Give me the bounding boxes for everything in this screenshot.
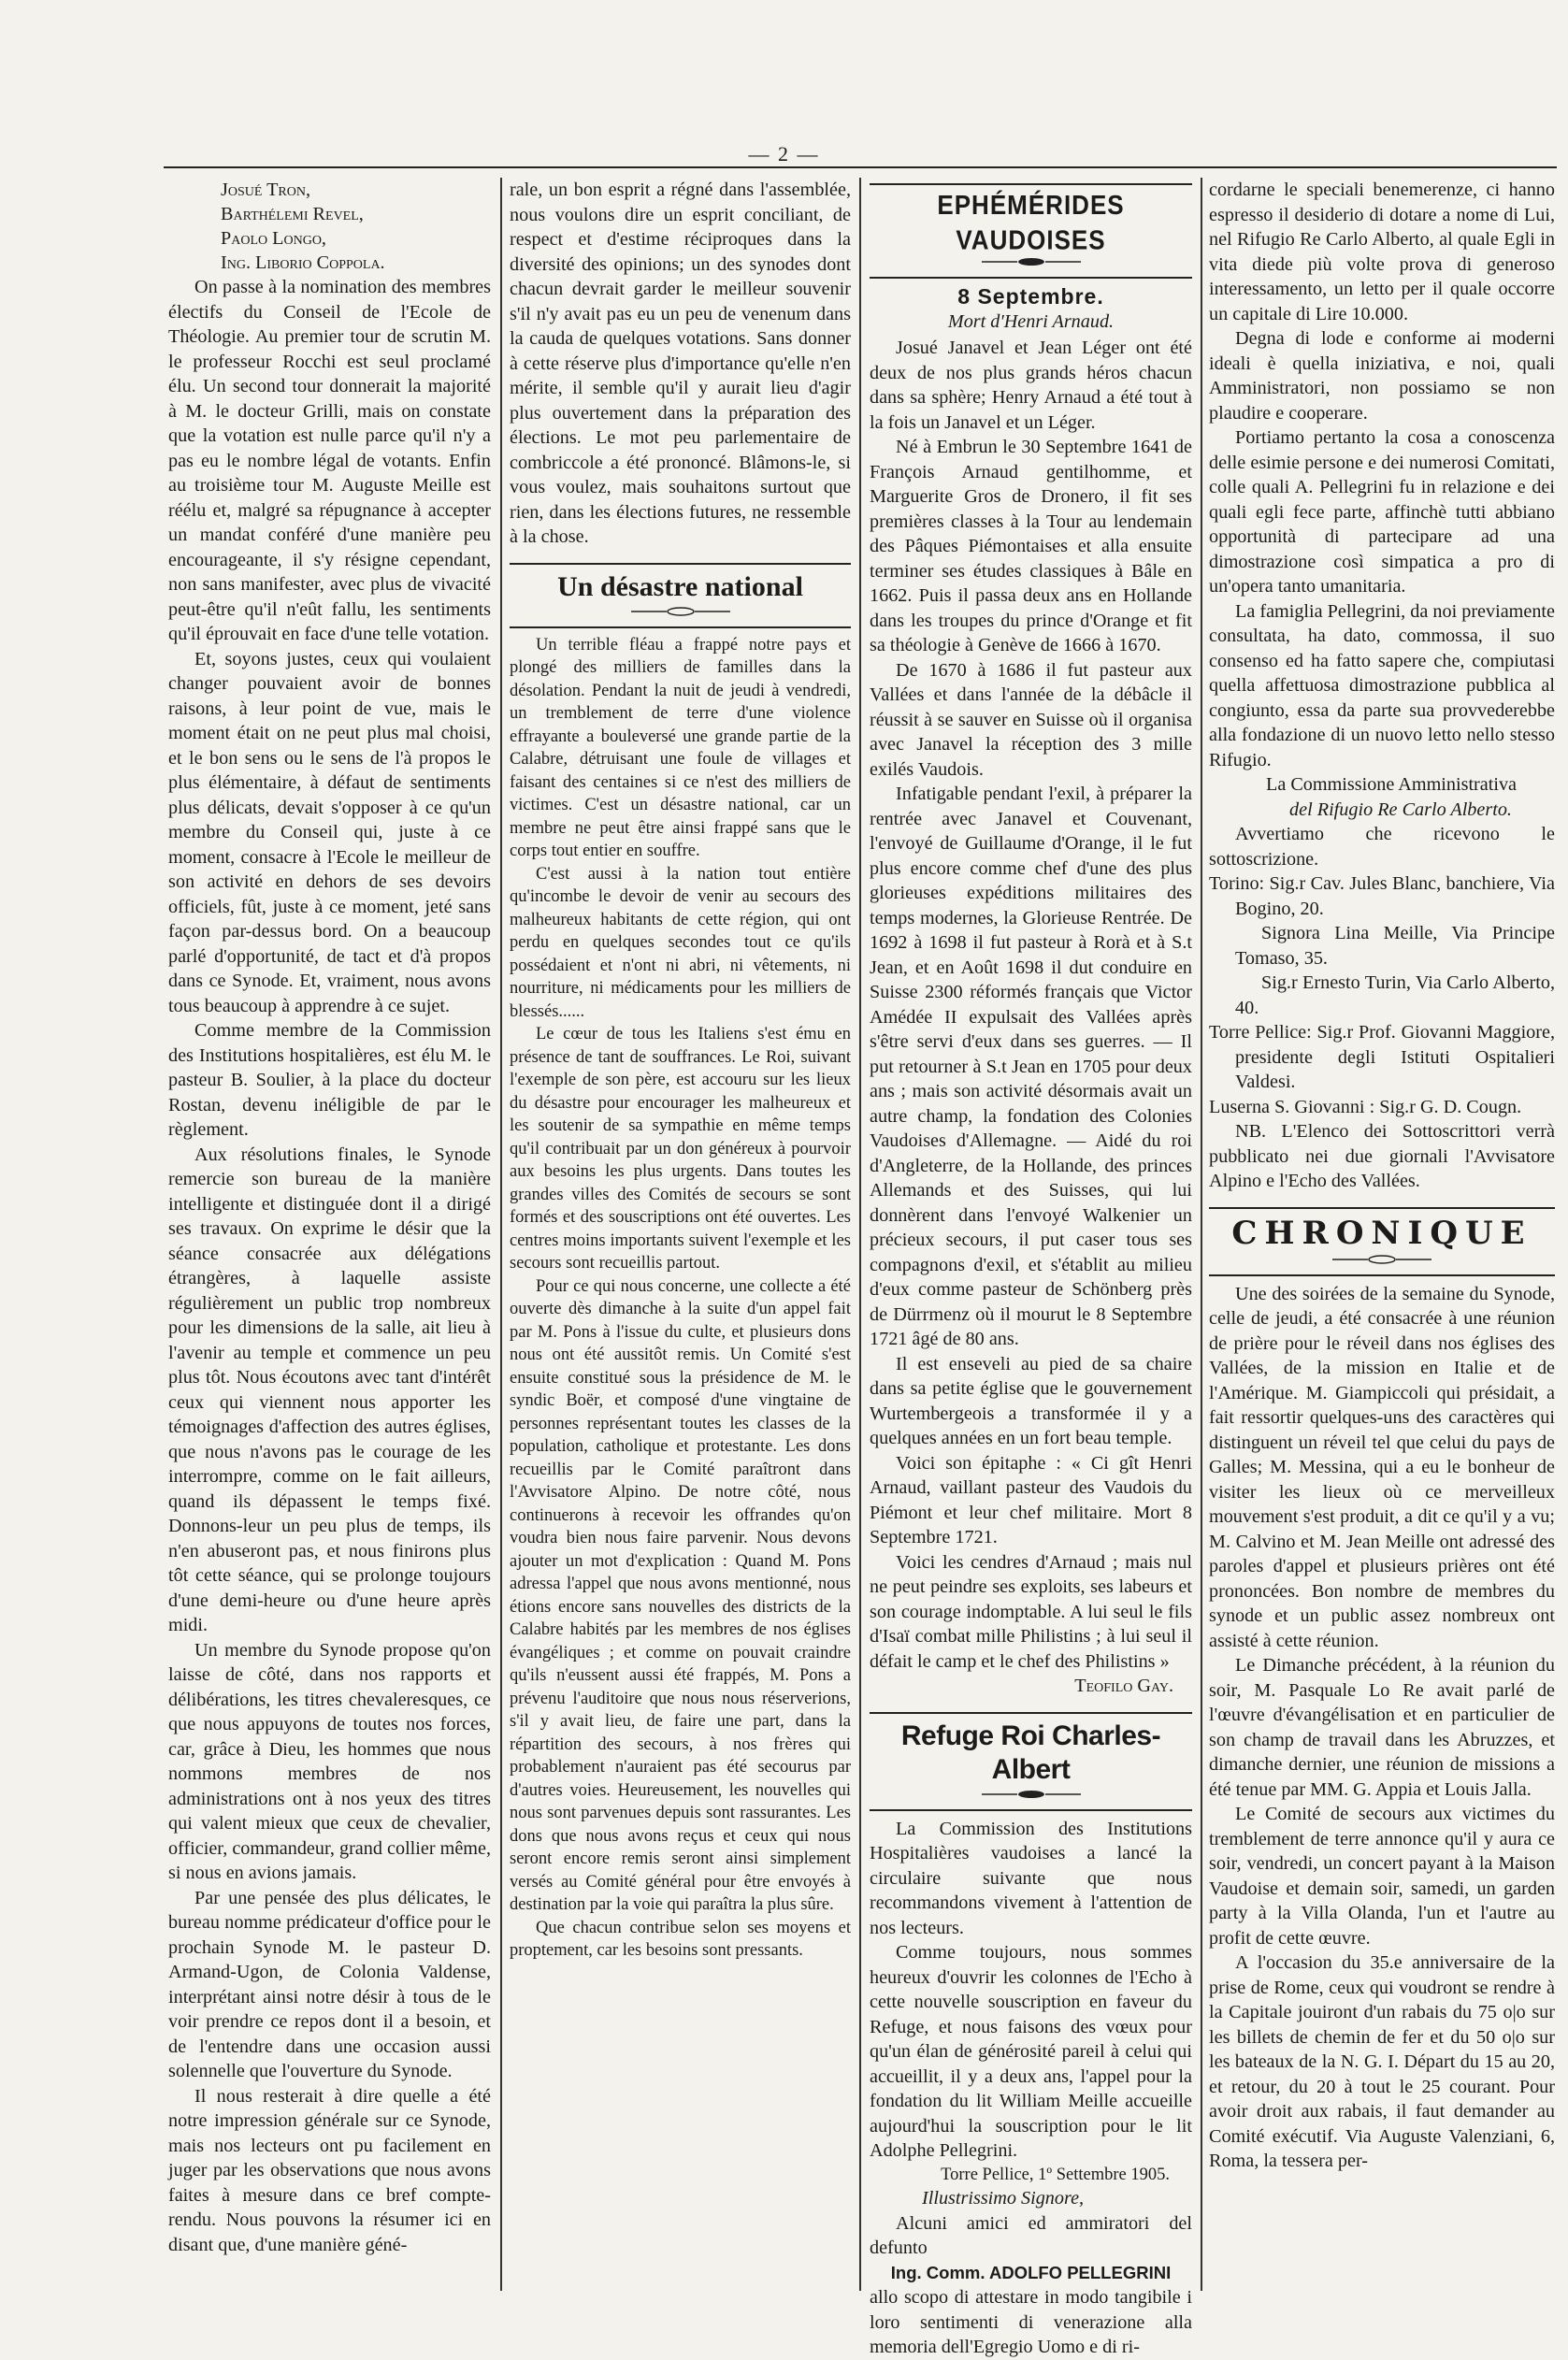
signatory: Ing. Liborio Coppola.	[221, 252, 385, 273]
subscription-entry: Torre Pellice: Sig.r Prof. Giovanni Maggiore, presidente degli Istituti Ospitalieri Valdesi.	[1209, 1022, 1555, 1092]
section-heading-box	[870, 1712, 1192, 1811]
paragraph: Degna di lode e conforme ai moderni ideali è quella iniziativa, e noi, quali Amministratori, non possiamo se non plaudire e cooperare.	[1209, 328, 1555, 424]
paragraph: Le Dimanche précédent, à la réunion du soir, M. Pasquale Lo Re avait parlé de l'œuvre d'évangélisation et en particulier de son champ de travail dans les Abruzzes, et dimanche dernier, une réunion de missions a été tenue par MM. G. Appia et Louis Jalla.	[1209, 1655, 1555, 1800]
signatory: Josué Tron,	[221, 180, 311, 200]
nota-bene: NB. L'Elenco dei Sottoscrittori verrà pubblicato nei due giornali l'Avvisatore Alpino e l'Echo des Vallées.	[1209, 1121, 1555, 1191]
letter-signature-2: del Rifugio Re Carlo Alberto.	[1289, 799, 1512, 820]
paragraph: On passe à la nomination des membres électifs du Conseil de l'Ecole de Théologie. Au premier tour de scrutin M. le professeur Rocchi est seul proclamé élu. Un second tour donnerait la majorité à M. le docteur Grilli, mais on constate que la votation est nulle parce qu'il n'y a pas eu le nombre légal de votants. Enfin au troisième tour M. Auguste Meille est réélu et, malgré sa répugnance à accepter un mandat conféré d'une manière peu encourageante, il s'y résigne cependant, non sans manifester, avec plus de vivacité peut-être qu'il n'eût fallu, les sentiments qu'il éprouvait en face d'une telle votation.	[168, 277, 491, 644]
paragraph: A l'occasion du 35.e anniversaire de la prise de Rome, ceux qui voudront se rendre à la Capitale jouiront d'un rabais du 75 o|o sur les billets de chemin de fer et du 50 o|o sur les bateaux de la N. G. I. Départ du 15 au 20, et retour, du 20 à tout le 25 courant. Pour avoir droit aux rabais, il faut demander au Comité exécutif. Via Auguste Valenziani, 6, Roma, la tessera per-	[1209, 1952, 1555, 2171]
paragraph: Aux résolutions finales, le Synode remercie son bureau de la manière intelligente et distinguée dont il a dirigé ses travaux. On exprime le désir que la séance consacrée aux délégations étrangères, à laquelle assiste régulièrement un public trop nombreux pour les dimensions de la salle, ait lieu à l'avenir au temple et commence un peu plus tôt. Nous écoutons avec tant d'intérêt ceux qui viennent nous apporter les témoignages d'affection des autres églises, que nous n'avons pas le courage de les interrompre, comme on le fait ailleurs, quand ils dépassent le temps fixé. Donnons-leur un peu plus de temps, ils n'en abuseront pas, et nous finirons plus tôt cette séance, qui se prolonge toujours d'une demi-heure ou d'une heure après midi.	[168, 1144, 491, 1635]
section-heading: Refuge Roi Charles-Albert	[900, 1720, 1161, 1785]
letter-salutation: Illustrissimo Signore,	[922, 2188, 1085, 2209]
paragraph: Né à Embrun le 30 Septembre 1641 de François Arnaud gentilhomme, et Marguerite Gros de Dronero, il fit ses premières classes à la Tour au lendemain des Pâques Piémontaises et alla ensuite terminer ses études classiques à Bâle en 1662. Puis il passa deux ans en Hollande dans les troupes du prince d'Orange et fit sa théologie à Genève de 1666 à 1670.	[870, 437, 1192, 655]
signatory: Paolo Longo,	[221, 228, 326, 249]
letter-signature: La Commissione Amministrativa	[1265, 774, 1518, 795]
paragraph: Que chacun contribue selon ses moyens et proptement, car les besoins sont pressants.	[510, 1918, 851, 1960]
paragraph: rale, un bon esprit a régné dans l'assemblée, nous voulons dire un esprit conciliant, de respect et d'estime réciproques dans la diversité des opinions; un des synodes dont chacun devrait garder le meilleur souvenir s'il n'y avait pas eu un peu de venenum dans la cauda de quelques votations. Sans donner à cette réserve plus d'importance qu'elle n'en mérite, il semble qu'il y aurait lieu d'agir plus ouvertement dans la préparation des élections. Le mot peu parlementaire de combriccole a été prononcé. Blâmons-le, si vous voulez, mais souhaitons surtout que rien, dans les élections futures, ne ressemble à la chose.	[510, 180, 851, 547]
paragraph: Voici son épitaphe : « Ci gît Henri Arnaud, vaillant pasteur des Vaudois du Piémont et leur chef militaire. Mort 8 Septembre 1721.	[870, 1452, 1192, 1547]
top-rule	[164, 166, 1557, 168]
ornament-icon	[629, 606, 732, 617]
section-heading-box	[1209, 1207, 1555, 1276]
paragraph: cordarne le speciali benemerenze, ci hanno espresso il desiderio di dotare a nome di Lui, nel Rifugio Re Carlo Alberto, al quale Egli in vita diede più volte prova di generoso interessamento, un letto per il quale occorre un capitale di Lire 10.000.	[1209, 180, 1555, 324]
subscription-entry: Torino: Sig.r Cav. Jules Blanc, banchiere, Via Bogino, 20.	[1209, 873, 1555, 919]
column-4	[1209, 178, 1555, 2291]
ornament-icon	[980, 1789, 1083, 1800]
paragraph: Un membre du Synode propose qu'on laisse de côté, dans nos rapports et délibérations, les titres chevaleresques, ce que nous appuyons de toutes nos forces, car, grâce à Dieu, les hommes que nous nommons membres de nos administrations ont à nos yeux des titres qui valent mieux que ceux de chevalier, officier, commandeur, grand collier même, si nous en avions jamais.	[168, 1639, 491, 1883]
paragraph: La famiglia Pellegrini, da noi previamente consultata, ha dato, commossa, il suo consenso ed ha fatto sapere che, compiutasi quella affettuosa dimostrazione pubblica al congiunto, essa da parte sua provvederebbe alla fondazione di un nuovo letto nello stesso Rifugio.	[1209, 600, 1555, 770]
section-heading: EPHÉMÉRIDES VAUDOISES	[937, 189, 1125, 256]
paragraph: La Commission des Institutions Hospitalières vaudoises a lancé la circulaire suivante que nous recommandons vivement à l'attention de nos lecteurs.	[870, 1818, 1192, 1938]
paragraph: Infatigable pendant l'exil, à préparer la rentrée avec Janavel et Couvenant, l'envoyé de Guillaume d'Orange, il le fut plus encore comme chef d'une des plus glorieuses expéditions militaires des temps modernes, la Glorieuse Rentrée. De 1692 à 1698 il fut pasteur à Rorà et à S.t Jean, et en Août 1698 il dut conduire en Suisse 2300 réformés français que Victor Amédée II expulsait des Vallées après s'être servi d'eux dans ses guerres. — Il put retourner à S.t Jean en 1705 pour deux ans ; mais son activité désormais avait un autre champ, la fondation des Colonies Vaudoises d'Allemagne. — Aidé du roi d'Angleterre, de la Hollande, des princes Allemands et des Suisses, qui lui donnèrent dans l'envoyé Walkenier un précieux secours, il put caser tous ses compagnons d'exil, et s'établit au milieu d'eux comme pasteur de Schönberg près de Dürrmenz où il mourut le 8 Septembre 1721 âgé de 80 ans.	[870, 784, 1192, 1349]
paragraph: allo scopo di attestare in modo tangibile i loro sentimenti di venerazione alla memoria dell'Egregio Uomo e di ri-	[870, 2287, 1192, 2357]
paragraph: Le Comité de secours aux victimes du tremblement de terre annonce qu'il y aura ce soir, vendredi, un concert payant à la Maison Vaudoise et demain soir, samedi, un garden party à la Villa Olanda, l'un et l'autre au profit de cette œuvre.	[1209, 1804, 1555, 1949]
column-1	[168, 178, 491, 2291]
letter-name: Ing. Comm. ADOLFO PELLEGRINI	[890, 2262, 1172, 2282]
column-divider	[859, 178, 861, 2291]
column-divider	[1201, 178, 1202, 2291]
paragraph: Avvertiamo che ricevono le sottoscrizione.	[1209, 824, 1555, 870]
author: Teofilo Gay.	[1074, 1676, 1173, 1696]
paragraph: Alcuni amici ed ammiratori del defunto	[870, 2212, 1192, 2258]
column-3	[870, 178, 1192, 2357]
paragraph: Il est enseveli au pied de sa chaire dans sa petite église que le gouvernement Wurtembergeois a transformée il y a quelques années en un fort beau temple.	[870, 1353, 1192, 1448]
section-heading: Un désastre national	[557, 570, 803, 602]
ornament-icon	[980, 256, 1083, 267]
paragraph: Voici les cendres d'Arnaud ; mais nul ne peut peindre ses exploits, ses labeurs et son courage indomptable. A lui seul le fils d'Isaï combat mille Philistins ; à lui seul il défait le camp et le chef des Philistins »	[870, 1551, 1192, 1672]
paragraph: Comme toujours, nous sommes heureux d'ouvrir les colonnes de l'Echo à cette nouvelle souscription en faveur du Refuge, et nous faisons des vœux pour qu'un élan de générosité pareil à celui qui accueillit, il y a deux ans, l'appel pour la fondation du lit William Meille accueille aujourd'hui la souscription pour le lit Adolphe Pellegrini.	[870, 1942, 1192, 2161]
column-divider	[500, 178, 502, 2291]
section-heading: CHRONIQUE	[1231, 1214, 1532, 1252]
signatory: Barthélemi Revel,	[221, 204, 364, 224]
ephemerides-date: 8 Septembre.	[957, 284, 1104, 309]
paragraph: Une des soirées de la semaine du Synode, celle de jeudi, a été consacrée à une réunion de prière pour le réveil dans nos églises des Vallées, de la mission en Italie et de l'Amérique. M. Giampiccoli qui présidait, a fait ressortir quelques-uns des caractères qui distinguent un réveil tel que celui du pays de Galles; M. Messina, qui a eu le bonheur de visiter les lieux où ce merveilleux mouvement s'est produit, a dit ce qu'il y a vu; M. Calvino et M. Jean Meille ont adressé des paroles d'appel et plusieurs prières ont été prononcées. Bon nombre de membres du synode et un public assez nombreux ont assisté à cette réunion.	[1209, 1283, 1555, 1651]
ephemerides-subtitle: Mort d'Henri Arnaud.	[947, 310, 1115, 332]
column-2	[510, 178, 851, 2291]
paragraph: Par une pensée des plus délicates, le bureau nomme prédicateur d'office pour le prochain Synode M. le pasteur D. Armand-Ugon, de Colonia Valdense, interprétant ainsi notre désir à tous de le voir prendre ce repos dont il a besoin, et de l'entendre dans une occasion aussi solennelle que l'ouverture du Synode.	[168, 1887, 491, 2081]
paragraph: Josué Janavel et Jean Léger ont été deux de nos plus grands héros chacun dans sa sphère; Henry Arnaud a été tout à la fois un Janavel et un Léger.	[870, 338, 1192, 433]
subscription-entry: Luserna S. Giovanni : Sig.r G. D. Cougn.	[1209, 1096, 1522, 1117]
paragraph: Et, soyons justes, ceux qui voulaient changer pouvaient avoir de bonnes raisons, à leur point de vue, mais le moment était on ne peut plus mal choisi, et le bon sens ou le sens de l'à propos le plus élémentaire, à défaut de sentiments plus délicats, devait s'opposer à ce qu'un membre du Conseil qui, juste à ce moment, consacre à l'Ecole le meilleur de son activité en dehors de ses devoirs officiels, fût, juste à ce moment, jeté sans façon par-dessus bord. On a beaucoup parlé d'opportunité, de tact et d'à propos dans ce Synode. Et, vraiment, nous avons tous beaucoup à apprendre à ce sujet.	[168, 648, 491, 1016]
paragraph: Pour ce qui nous concerne, une collecte a été ouverte dès dimanche à la suite d'un appel fait par M. Pons à l'issue du culte, et plusieurs dons nous ont été aussitôt remis. Un Comité s'est ensuite constitué sous la présidence de M. le syndic Boër, et composé d'une vingtaine de personnes représentant toutes les classes de la population, catholique et protestante. Les dons recueillis par le Comité paraîtront dans l'Avvisatore Alpino. De notre côté, nous continuerons à recevoir les offrandes qu'on voudra bien nous faire parvenir. Nous devons ajouter un mot d'explication : Quand M. Pons adressa l'appel que nous avons mentionné, nous étions encore sans nouvelles des districts de la Calabre habités par les membres de nos églises évangéliques ; et comme on pouvait craindre qu'ils n'eussent aussi été frappés, M. Pons a prévenu l'auditoire que nous nous réserverions, s'il y avait lieu, de faire une part, dans la répartition des secours, à nos frères qui probablement n'auraient pas été secourus par d'autres voies. Heureusement, les nouvelles qui nous sont parvenues depuis sont rassurantes. Les dons que nous avons reçus et ceux qui nous seront encore remis seront ainsi simplement versés au Comité général pour être envoyés à destination par la voie qui paraîtra la plus sûre.	[510, 1276, 851, 1914]
paragraph: Comme membre de la Commission des Institutions hospitalières, est élu M. le pasteur B. Soulier, à la place du docteur Rostan, devenu inéligible de par le règlement.	[168, 1020, 491, 1140]
paragraph: De 1670 à 1686 il fut pasteur aux Vallées et dans l'année de la débâcle il réussit à se sauver en Suisse où il organisa avec Janavel la réception des 3 mille exilés Vaudois.	[870, 659, 1192, 780]
paragraph: Portiamo pertanto la cosa a conoscenza delle esimie persone e dei numerosi Comitati, colle quali A. Pellegrini fu in relazione e dei quali egli fece parte, affinchè tutti abbiano opportunità di partecipare ad una dimostrazione così simpatica a pro di un'opera tanto umanitaria.	[1209, 427, 1555, 597]
letter-place-date: Torre Pellice, 1º Settembre 1905.	[941, 2165, 1170, 2184]
section-heading-box	[870, 183, 1192, 279]
ornament-icon	[1331, 1254, 1433, 1265]
paragraph: C'est aussi à la nation tout entière qu'incombe le devoir de venir au secours des malheureux habitants de cette région, qui ont perdu en quelques secondes tout ce qu'ils possédaient et n'ont ni abri, ni vêtements, ni nourriture, ni médicaments pour les milliers de blessés......	[510, 864, 851, 1021]
paragraph: Le cœur de tous les Italiens s'est ému en présence de tant de souffrances. Le Roi, suivant l'exemple de son père, est accouru sur les lieux du désastre pour encourager les malheureux et les soutenir de sa sympathie en même temps qu'il contribuait par un don généreux à pourvoir aux besoins les plus urgents. Dans toutes les grandes villes des Comités de secours se sont formés et des souscriptions ont été ouvertes. Les centres moins importants suivent l'exemple et les secours sont recueillis partout.	[510, 1025, 851, 1273]
section-heading-box	[510, 563, 851, 628]
paragraph: Il nous resterait à dire quelle a été notre impression générale sur ce Synode, mais nos lecteurs ont pu facilement en juger par les observations que nous avons faites à mesure dans ce bref compte-rendu. Nous pouvons la résumer ici en disant que, d'une manière géné-	[168, 2085, 491, 2255]
page-number: — 2 —	[748, 142, 820, 165]
subscription-entry: Sig.r Ernesto Turin, Via Carlo Alberto, 40.	[1235, 972, 1555, 1018]
subscription-entry: Signora Lina Meille, Via Principe Tomaso, 35.	[1235, 923, 1555, 969]
paragraph: Un terrible fléau a frappé notre pays et plongé des milliers de familles dans la désolation. Pendant la nuit de jeudi à vendredi, un tremblement de terre d'une violence effrayante a bouleversé une grande partie de la Calabre, détruisant une foule de villages et faisant des centaines si ce n'est des milliers de victimes. C'est un désastre national, car un membre ne peut être ainsi frappé sans que le corps tout entier en souffre.	[510, 635, 851, 860]
